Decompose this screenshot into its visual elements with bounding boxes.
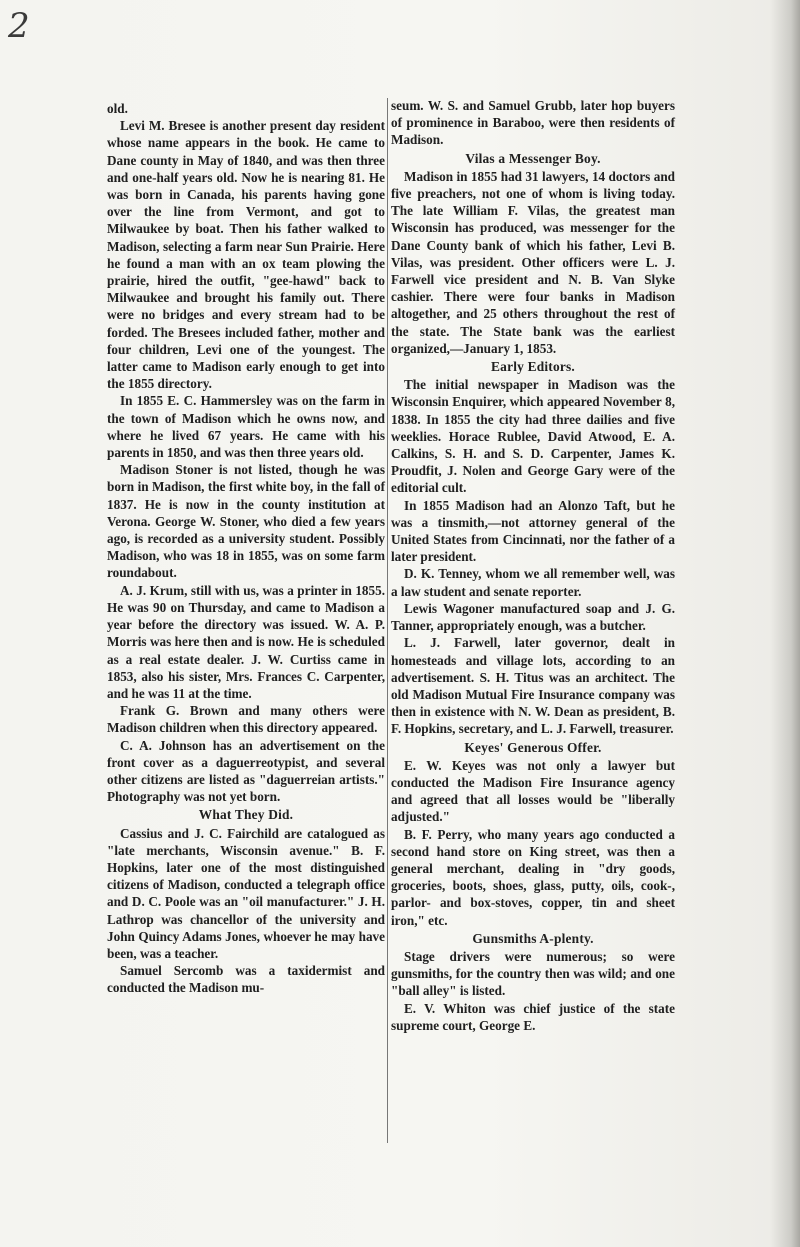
paragraph: E. V. Whiton was chief justice of the state supreme court, George E. [391, 1000, 675, 1033]
paragraph: Stage drivers were numerous; so were gunsmiths, for the country then was wild; and one "ball alley" is listed. [391, 948, 675, 999]
right-column [391, 97, 675, 1034]
paragraph: D. K. Tenney, whom we all remember well, was a law student and senate reporter. [391, 566, 675, 599]
section-heading: What They Did. [198, 807, 294, 823]
section-heading: Gunsmiths A-plenty. [472, 930, 594, 946]
left-column [107, 100, 385, 997]
paragraph: Cassius and J. C. Fairchild are catalogued as "late merchants, Wisconsin avenue." B. F. Hopkins, later one of the most distinguished citizens of Madison, conducted a telegraph office and D. C. Poole was an "oil manufacturer." J. H. Lathrop was chancellor of the university and John Quincy Adams Jones, whoever he may have been, was a teacher. [107, 825, 385, 961]
section-heading: Early Editors. [491, 359, 575, 375]
binding-shadow [770, 0, 800, 1247]
section-heading: Vilas a Messenger Boy. [465, 150, 601, 166]
paragraph: Madison in 1855 had 31 lawyers, 14 doctors and five preachers, not one of whom is living today. The late William F. Vilas, the greatest man Wisconsin has produced, was messenger for the Dane County bank of which his father, Levi B. Vilas, was president. Other officers were L. J. Farwell vice president and N. B. Van Slyke cashier. There were four banks in Madison altogether, and 25 others throughout the rest of the state. The State bank was the earliest organized,—January 1, 1853. [391, 168, 675, 356]
paragraph: The initial newspaper in Madison was the Wisconsin Enquirer, which appeared November 8, 1838. In 1855 the city had three dailies and five weeklies. Horace Rublee, David Atwood, E. A. Calkins, S. H. and S. D. Carpenter, James K. Proudfit, J. Nolen and George Gary were of the editorial cult. [391, 377, 675, 496]
paragraph: A. J. Krum, still with us, was a printer in 1855. He was 90 on Thursday, and came to Madison a year before the directory was issued. W. A. P. Morris was here then and is now. He is scheduled as a real estate dealer. J. W. Curtiss came in 1853, also his sister, Mrs. Frances C. Carpenter, and he was 11 at the time. [107, 582, 385, 701]
paragraph: B. F. Perry, who many years ago conducted a second hand store on King street, was then a general merchant, dealing in "dry goods, groceries, boots, shoes, glass, putty, oils, cook-, parlor- and box-stoves, copper, tin and sheet iron," etc. [391, 826, 675, 928]
paragraph: seum. W. S. and Samuel Grubb, later hop buyers of prominence in Baraboo, were then residents of Madison. [391, 98, 675, 148]
paragraph: Levi M. Bresee is another present day resident whose name appears in the book. He came to Dane county in May of 1840, and was then three and one-half years old. Now he is nearing 81. He was born in Canada, his parents having gone over the line from Vermont, and got to Milwaukee by boat. Then his father walked to Madison, selecting a farm near Sun Prairie. Here he found a man with an ox team plowing the prairie, hired the outfit, "gee-hawd" back to Milwaukee and brought his family out. There were no bridges and every stream had to be forded. The Bresees included father, mother and four children, Levi one of the youngest. The latter came to Madison early enough to get into the 1855 directory. [107, 118, 385, 392]
paragraph: Madison Stoner is not listed, though he was born in Madison, the first white boy, in the fall of 1837. He is now in the county institution at Verona. George W. Stoner, who died a few years ago, is recorded as a university student. Possibly Madison, who was 18 in 1855, was on some farm roundabout. [107, 462, 385, 581]
paragraph: Samuel Sercomb was a taxidermist and conducted the Madison mu- [107, 963, 385, 996]
paragraph: In 1855 E. C. Hammersley was on the farm in the town of Madison which he owns now, and where he lived 67 years. He came with his parents in 1850, and was then three years old. [107, 393, 385, 461]
paragraph: In 1855 Madison had an Alonzo Taft, but he was a tinsmith,—not attorney general of the United States from Cincinnati, nor the father of a later president. [391, 497, 675, 565]
page-number: 2 [8, 6, 30, 46]
column-rule [387, 98, 388, 1143]
paragraph: Frank G. Brown and many others were Madison children when this directory appeared. [107, 703, 385, 736]
section-heading: Keyes' Generous Offer. [464, 739, 602, 755]
paragraph: Lewis Wagoner manufactured soap and J. G. Tanner, appropriately enough, was a butcher. [391, 600, 675, 634]
paragraph: old. [107, 101, 128, 116]
paragraph: E. W. Keyes was not only a lawyer but conducted the Madison Fire Insurance agency and agreed that all losses would be "liberally adjusted." [391, 757, 675, 825]
paragraph: L. J. Farwell, later governor, dealt in homesteads and village lots, according to an advertisement. S. H. Titus was an architect. The old Madison Mutual Fire Insurance company was then in existence with N. W. Dean as president, B. F. Hopkins, secretary, and L. J. Farwell, treasurer. [391, 635, 675, 737]
paragraph: C. A. Johnson has an advertisement on the front cover as a daguerreotypist, and several other citizens are listed as "daguerreian artists." Photography was not yet born. [107, 737, 385, 805]
